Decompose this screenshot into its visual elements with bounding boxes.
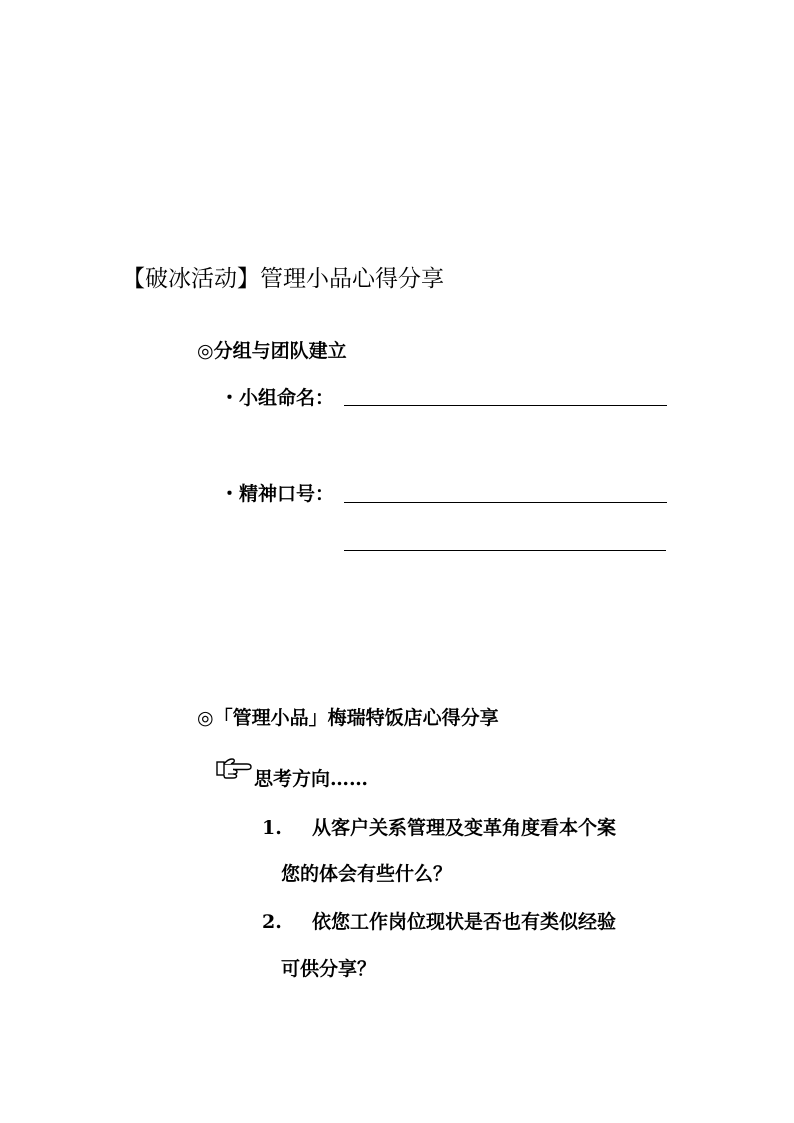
slogan-blank-line-2[interactable] [344,550,666,551]
question-1-continuation: 您的体会有些什么？ [281,863,453,885]
slogan-blank-line-1[interactable] [344,502,667,503]
team-name-blank[interactable] [344,405,667,406]
question-2-text: 依您工作岗位现状是否也有类似经验 [312,911,617,933]
group-section-heading: ◎分组与团队建立 [197,340,347,362]
question-1-text: 从客户关系管理及变革角度看本个案 [312,817,617,839]
question-1-number: 1. [262,817,282,839]
slogan-label: ・精神口号： [220,483,335,505]
think-direction-label: 思考方向…… [254,768,369,790]
pointing-hand-icon [216,756,254,782]
question-2-continuation: 可供分享？ [281,958,377,980]
sharing-section-heading: ◎「管理小品」梅瑞特饭店心得分享 [197,707,499,729]
page-title: 【破冰活动】管理小品心得分享 [122,266,444,292]
team-name-label: ・小组命名： [220,387,335,409]
question-2-number: 2. [262,911,282,933]
